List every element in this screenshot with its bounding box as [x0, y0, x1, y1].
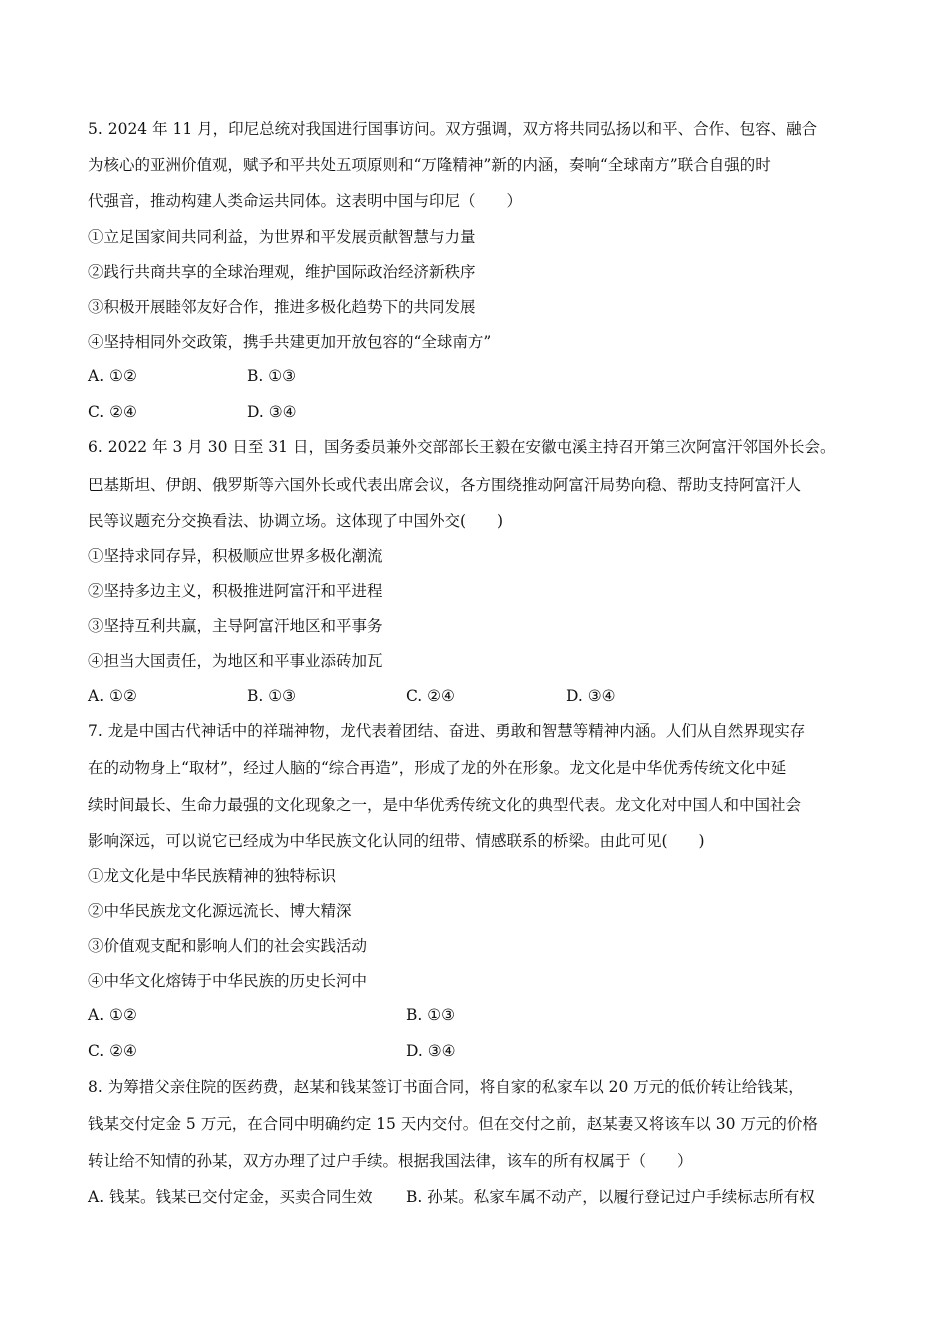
q6-option-a: A. ①② — [88, 687, 137, 705]
q8-stem-line-3: 转让给不知情的孙某，双方办理了过户手续。根据我国法律，该车的所有权属于（ ） — [88, 1152, 693, 1170]
q5-stem-line-2: 为核心的亚洲价值观，赋予和平共处五项原则和“万隆精神”新的内涵，奏响“全球南方”联合自强的时 — [88, 156, 771, 174]
q8-option-a: A. 钱某。钱某已交付定金，买卖合同生效 — [88, 1188, 373, 1206]
q7-item-3: ③价值观支配和影响人们的社会实践活动 — [88, 937, 368, 955]
q5-item-2: ②践行共商共享的全球治理观，维护国际政治经济新秩序 — [88, 263, 476, 281]
q7-option-a: A. ①② — [88, 1006, 137, 1024]
q7-option-c: C. ②④ — [88, 1042, 137, 1060]
q7-option-b: B. ①③ — [406, 1006, 456, 1024]
q8-stem-line-2: 钱某交付定金 5 万元，在合同中明确约定 15 天内交付。但在交付之前，赵某妻又将该车以 30 万元的价格 — [88, 1115, 818, 1133]
q5-option-b: B. ①③ — [247, 367, 297, 385]
q7-option-d: D. ③④ — [406, 1042, 456, 1060]
q6-item-1: ①坚持求同存异，积极顺应世界多极化潮流 — [88, 547, 383, 565]
q6-stem-line-3: 民等议题充分交换看法、协调立场。这体现了中国外交( ) — [88, 512, 504, 530]
q5-option-c: C. ②④ — [88, 403, 137, 421]
q5-option-a: A. ①② — [88, 367, 137, 385]
q6-item-3: ③坚持互利共赢，主导阿富汗地区和平事务 — [88, 617, 383, 635]
q6-item-2: ②坚持多边主义，积极推进阿富汗和平进程 — [88, 582, 383, 600]
q7-item-4: ④中华文化熔铸于中华民族的历史长河中 — [88, 972, 368, 990]
q5-stem-line-3: 代强音，推动构建人类命运共同体。这表明中国与印尼（ ） — [88, 192, 523, 210]
q7-stem-line-3: 续时间最长、生命力最强的文化现象之一，是中华优秀传统文化的典型代表。龙文化对中国人和中国社会 — [88, 796, 802, 814]
q5-stem-line-1: 5. 2024 年 11 月，印尼总统对我国进行国事访问。双方强调，双方将共同弘扬以和平、合作、包容、融合 — [88, 120, 818, 138]
q6-option-b: B. ①③ — [247, 687, 297, 705]
q7-stem-line-2: 在的动物身上“取材”，经过人脑的“综合再造”，形成了龙的外在形象。龙文化是中华优秀传统文化中延 — [88, 759, 787, 777]
q7-stem-line-1: 7. 龙是中国古代神话中的祥瑞神物，龙代表着团结、奋进、勇敢和智慧等精神内涵。人们从自然界现实存 — [88, 722, 806, 740]
q8-option-b: B. 孙某。私家车属不动产，以履行登记过户手续标志所有权 — [406, 1188, 815, 1206]
q8-stem-line-1: 8. 为筹措父亲住院的医药费，赵某和钱某签订书面合同，将自家的私家车以 20 万元的低价转让给钱某， — [88, 1078, 804, 1096]
q5-option-d: D. ③④ — [247, 403, 297, 421]
q6-option-d: D. ③④ — [566, 687, 616, 705]
q5-item-3: ③积极开展睦邻友好合作，推进多极化趋势下的共同发展 — [88, 298, 476, 316]
q5-item-1: ①立足国家间共同利益，为世界和平发展贡献智慧与力量 — [88, 228, 476, 246]
q7-item-2: ②中华民族龙文化源远流长、博大精深 — [88, 902, 352, 920]
q5-item-4: ④坚持相同外交政策，携手共建更加开放包容的“全球南方” — [88, 333, 492, 351]
q7-stem-line-4: 影响深远，可以说它已经成为中华民族文化认同的纽带、情感联系的桥梁。由此可见( ) — [88, 832, 705, 850]
q6-stem-line-2: 巴基斯坦、伊朗、俄罗斯等六国外长或代表出席会议，各方围绕推动阿富汗局势向稳、帮助支持阿富汗人 — [88, 476, 802, 494]
q6-option-c: C. ②④ — [406, 687, 455, 705]
q6-stem-line-1: 6. 2022 年 3 月 30 日至 31 日，国务委员兼外交部部长王毅在安徽屯溪主持召开第三次阿富汗邻国外长会。 — [88, 438, 836, 456]
q6-item-4: ④担当大国责任，为地区和平事业添砖加瓦 — [88, 652, 383, 670]
q7-item-1: ①龙文化是中华民族精神的独特标识 — [88, 867, 337, 885]
